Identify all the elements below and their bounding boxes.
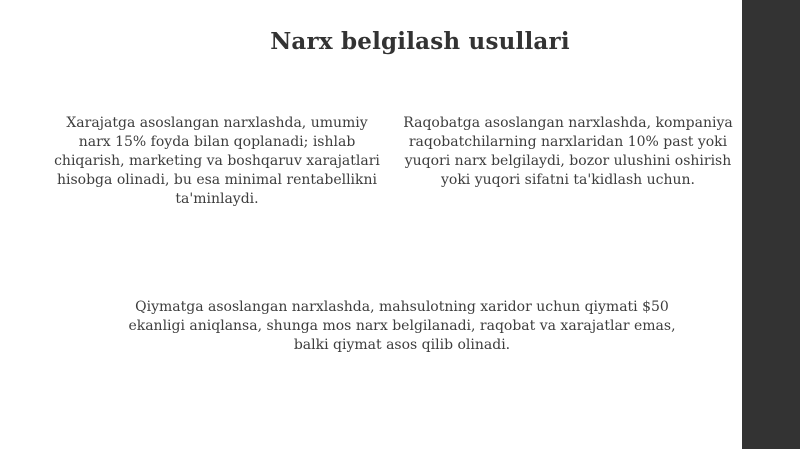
cost-based-pricing-text: Xarajatga asoslangan narxlashda, umumiy narx 15% foyda bilan qoplanadi; ishlab chiqarish, marketing va boshqaruv xarajatlari hisobga olinadi, bu esa minimal rentabellikni ta'minlaydi. bbox=[54, 115, 380, 207]
side-panel bbox=[742, 0, 800, 449]
value-based-pricing-text: Qiymatga asoslangan narxlashda, mahsulotning xaridor uchun qiymati $50 ekanligi aniqlansa, shunga mos narx belgilanadi, raqobat va xarajatlar emas, balki qiymat asos qilib olinadi. bbox=[128, 299, 676, 353]
slide-title: Narx belgilash usullari bbox=[270, 28, 570, 55]
competition-based-pricing-text: Raqobatga asoslangan narxlashda, kompaniya raqobatchilarning narxlaridan 10% past yoki yuqori narx belgilaydi, bozor ulushini oshirish yoki yuqori sifatni ta'kidlash uchun. bbox=[403, 115, 733, 188]
